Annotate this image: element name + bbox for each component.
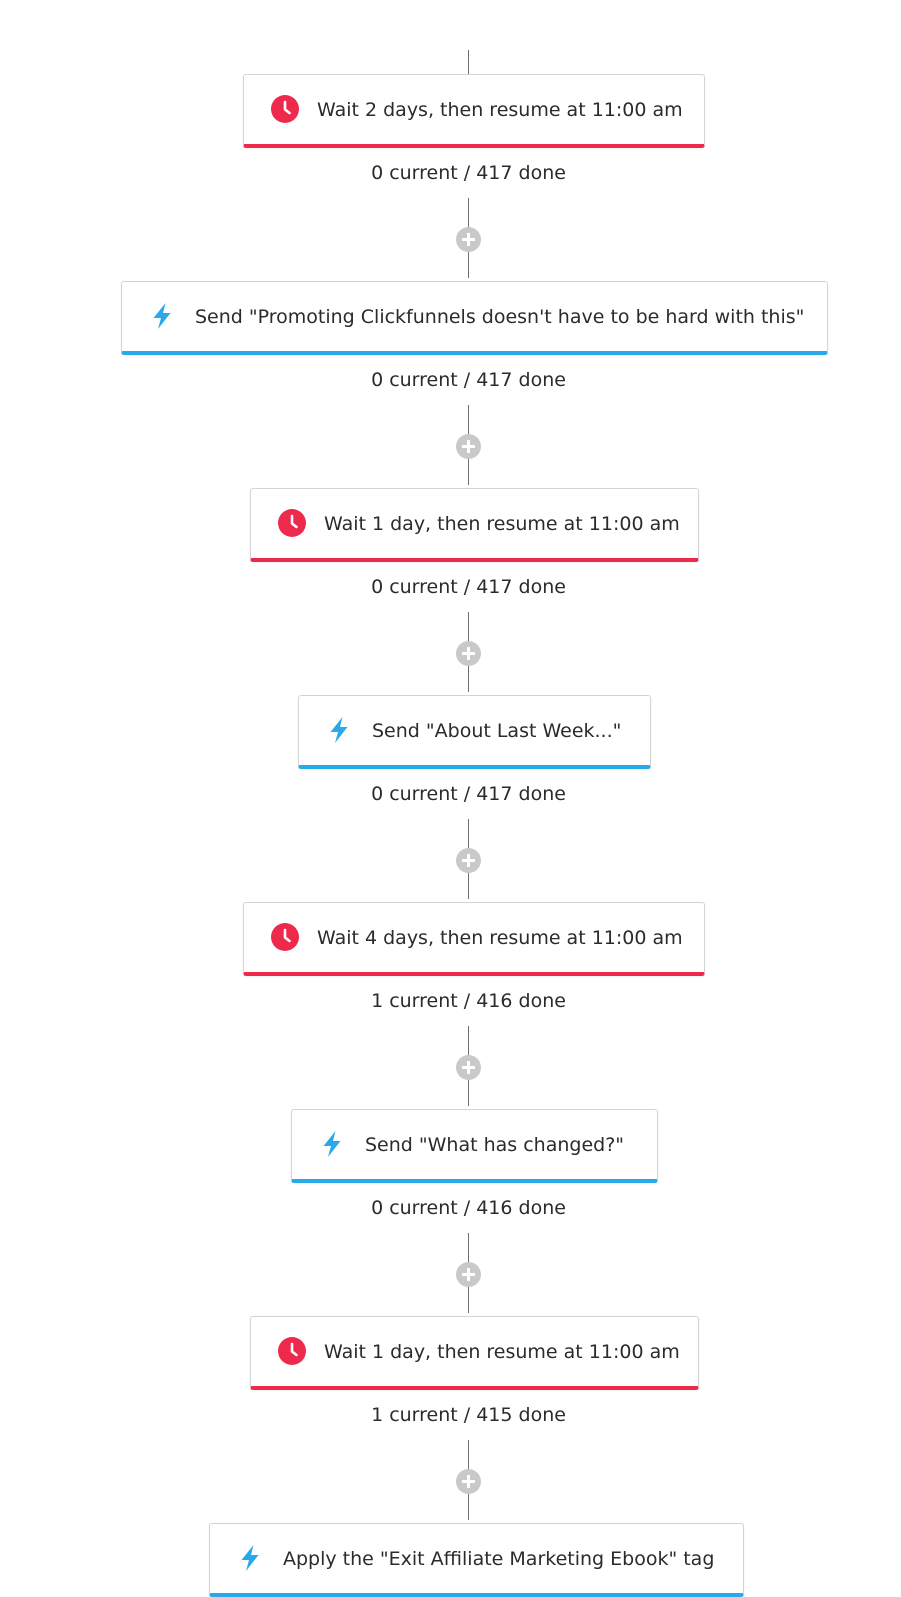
clock-icon <box>278 1337 306 1365</box>
step-label: Wait 4 days, then resume at 11:00 am <box>317 927 683 949</box>
step-label: Send "What has changed?" <box>365 1134 625 1156</box>
step-stats: 0 current / 417 done <box>371 369 566 391</box>
add-step-button[interactable] <box>456 1469 481 1494</box>
step-stats: 0 current / 417 done <box>371 576 566 598</box>
apply-tag-step[interactable] <box>209 1523 744 1597</box>
send-email-step[interactable] <box>291 1109 658 1183</box>
step-stats: 0 current / 416 done <box>371 1197 566 1219</box>
step-label: Send "Promoting Clickfunnels doesn't have to be hard with this" <box>195 306 805 328</box>
add-step-button[interactable] <box>456 227 481 252</box>
add-step-button[interactable] <box>456 434 481 459</box>
step-stats: 0 current / 417 done <box>371 783 566 805</box>
lightning-icon <box>236 1544 264 1572</box>
step-label: Wait 2 days, then resume at 11:00 am <box>317 99 683 121</box>
lightning-icon <box>148 302 176 330</box>
step-stats: 0 current / 417 done <box>371 162 566 184</box>
wait-step[interactable] <box>250 1316 699 1390</box>
lightning-icon <box>318 1130 346 1158</box>
add-step-button[interactable] <box>456 1055 481 1080</box>
connector-line <box>468 50 469 74</box>
wait-step[interactable] <box>243 74 705 148</box>
send-email-step[interactable] <box>121 281 828 355</box>
clock-icon <box>271 923 299 951</box>
clock-icon <box>271 95 299 123</box>
step-label: Apply the "Exit Affiliate Marketing Ebook" tag <box>283 1548 715 1570</box>
step-label: Wait 1 day, then resume at 11:00 am <box>324 513 680 535</box>
step-label: Send "About Last Week..." <box>372 720 622 742</box>
step-label: Wait 1 day, then resume at 11:00 am <box>324 1341 680 1363</box>
wait-step[interactable] <box>243 902 705 976</box>
add-step-button[interactable] <box>456 641 481 666</box>
wait-step[interactable] <box>250 488 699 562</box>
add-step-button[interactable] <box>456 1262 481 1287</box>
step-stats: 1 current / 416 done <box>371 990 566 1012</box>
step-stats: 1 current / 415 done <box>371 1404 566 1426</box>
lightning-icon <box>325 716 353 744</box>
add-step-button[interactable] <box>456 848 481 873</box>
send-email-step[interactable] <box>298 695 651 769</box>
clock-icon <box>278 509 306 537</box>
